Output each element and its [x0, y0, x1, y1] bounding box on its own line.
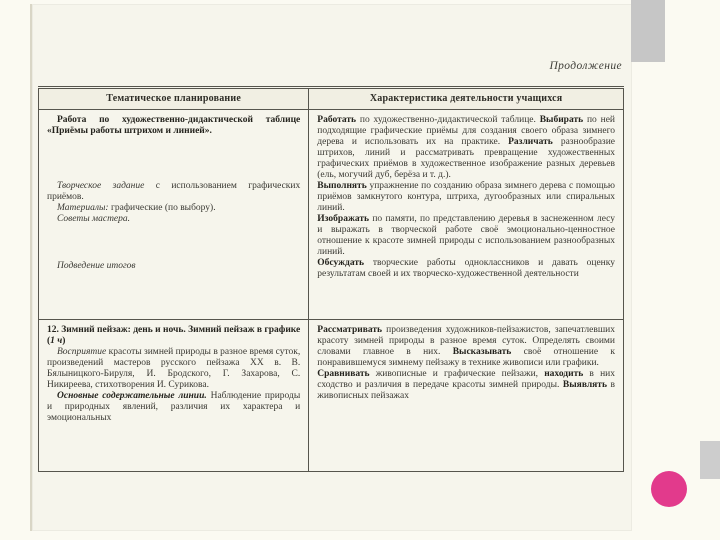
paragraph	[317, 258, 615, 280]
text-segment: Изображать	[317, 214, 370, 224]
text-segment: творческие работы одноклассников и давать оценку результатам своей и их творческо-художественной деятельности	[317, 258, 615, 279]
decorative-gray-square	[700, 441, 720, 479]
text-segment: произведения художников-пейзажистов, запечатлевших красоту зимней природы в разное время суток. Определять своими словами главное в них.	[317, 325, 615, 357]
text-segment: Выбирать	[539, 115, 584, 125]
paragraph	[317, 325, 615, 369]
text-segment: с использованием графических приёмов.	[47, 181, 301, 202]
column-header-thematic-planning: Тематическое планирование	[39, 88, 309, 110]
text-segment: Выполнять	[317, 181, 367, 191]
text-segment: Творческое задание	[57, 181, 145, 191]
table-header-row	[39, 88, 624, 110]
text-segment: Рассматривать	[317, 325, 383, 335]
text-segment: 1 ч	[50, 336, 63, 346]
text-segment: своё отношение к понравившемуся зимнему пейзажу в технике живописи или графики.	[317, 347, 616, 368]
text-segment: находить	[544, 369, 584, 379]
text-segment: Советы мастера.	[57, 214, 131, 224]
paragraph	[47, 391, 300, 424]
text-segment: Материалы:	[57, 203, 109, 213]
decorative-gray-rectangle	[631, 0, 665, 62]
text-segment: по ней подходящие графические приёмы для создания своего образа зимнего дерева и использовать их на практике.	[317, 115, 615, 147]
text-segment: в них сходство и различия в передаче красоты зимней природы.	[317, 369, 615, 390]
text-segment: живописные и графические пейзажи,	[369, 369, 545, 379]
scanned-page	[30, 4, 632, 531]
table-cell	[309, 320, 624, 472]
paragraph	[317, 214, 615, 258]
table-cell	[39, 110, 309, 320]
accent-circle	[651, 471, 687, 507]
paragraph	[47, 214, 300, 225]
planning-table-wrapper	[38, 86, 624, 472]
text-segment: по памяти, по представлению деревья в заснеженном лесу и выражать в творческой работе своё эмоционально-ценностное отношение к красоте зимней природы с использованием разнообразных линий.	[317, 214, 615, 257]
text-segment: )	[62, 336, 66, 346]
text-segment: Наблюдение природы и природных явлений, различия их характера и эмоциональных	[47, 391, 301, 423]
paragraph	[47, 181, 300, 203]
text-segment: 12. Зимний пейзаж: день и ночь. Зимний пейзаж в графике (	[47, 325, 301, 346]
paragraph	[47, 261, 300, 272]
continuation-label: Продолжение	[549, 60, 622, 72]
paragraph	[47, 203, 300, 214]
text-segment: разнообразие штрихов, линий и рассматривать превращение художественных графических приёмов в художественное изображение разных деревьев (ель, могучий дуб, берёза и т. д.).	[317, 137, 615, 180]
text-segment: Высказывать	[452, 347, 512, 357]
table-row	[39, 320, 624, 472]
text-segment: красоты зимней природы в разное время суток, произведений мастеров русского пейзажа XX в. В. Бялыницкого-Бируля, И. Бродского, Г. Захарова, С. Никиреева, стихотворения И. Сурикова.	[47, 347, 301, 390]
text-segment: Различать	[508, 137, 553, 147]
paragraph	[317, 181, 615, 214]
text-segment: Подведение итогов	[57, 261, 136, 271]
text-segment: Сравнивать	[317, 369, 370, 379]
text-segment: Работа по художественно-дидактической таблице «Приёмы работы штрихом и линией».	[47, 115, 301, 136]
paragraph	[317, 369, 615, 402]
text-segment: упражнение по созданию образа зимнего дерева с помощью приёмов замкнутого контура, штриха, дугообразных или спиральных линий.	[317, 181, 615, 213]
planning-table	[38, 86, 624, 472]
paragraph	[47, 115, 300, 137]
table-cell	[39, 320, 309, 472]
table-cell	[309, 110, 624, 320]
text-segment: графические (по выбору).	[108, 203, 216, 213]
paragraph	[317, 115, 615, 181]
paragraph	[47, 347, 300, 391]
text-segment: Восприятие	[57, 347, 107, 357]
text-segment: Обсуждать	[317, 258, 365, 268]
text-segment: Выявлять	[562, 380, 607, 390]
paragraph	[47, 325, 300, 347]
text-segment: в живописных пейзажах	[317, 380, 615, 401]
text-segment: Основные содержательные линии.	[57, 391, 207, 401]
text-segment: по художественно-дидактической таблице.	[356, 115, 540, 125]
text-segment: Работать	[317, 115, 357, 125]
planning-table-body	[39, 110, 624, 472]
column-header-student-activity: Характеристика деятельности учащихся	[309, 88, 624, 110]
table-row	[39, 110, 624, 320]
